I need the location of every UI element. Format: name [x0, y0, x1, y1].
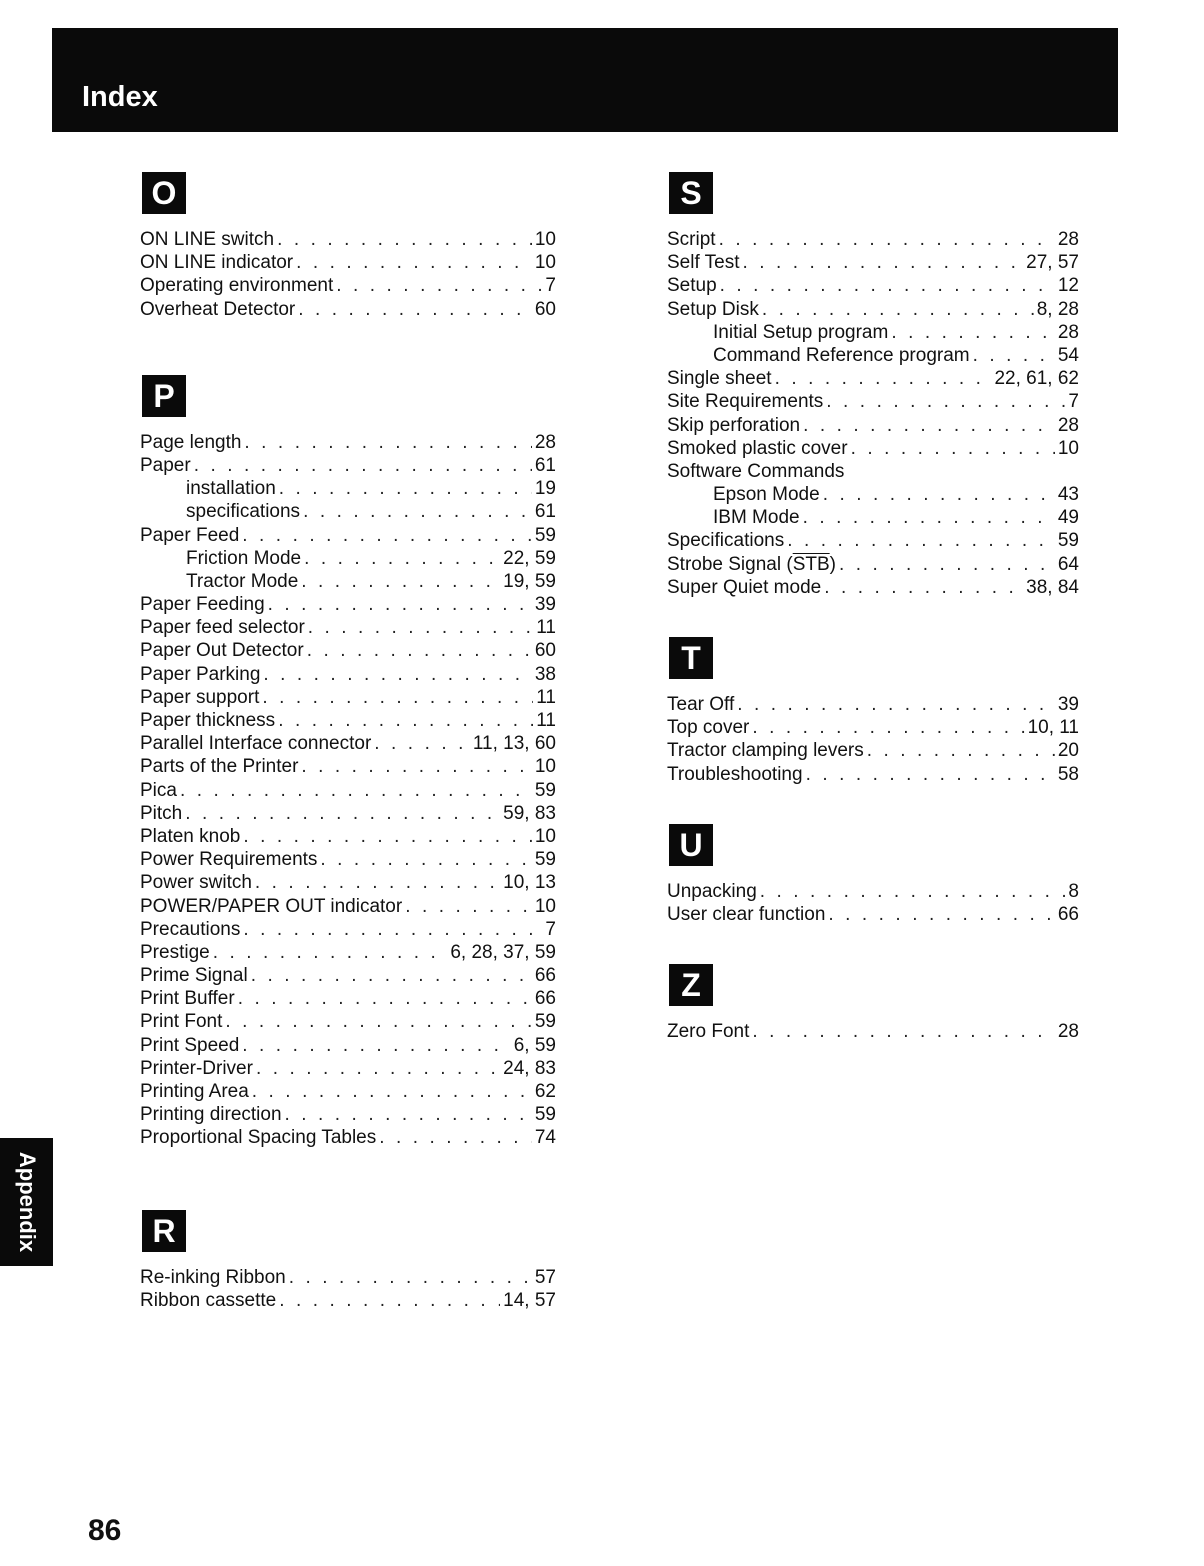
dot-leader: [308, 616, 534, 639]
dot-leader: [277, 228, 532, 251]
index-subentry: [140, 477, 556, 500]
dot-leader: [244, 431, 531, 454]
dot-leader: [775, 367, 992, 390]
dot-leader: [279, 477, 532, 500]
entry-term: Tractor Mode: [186, 570, 299, 592]
entry-page-refs: 59: [534, 1104, 556, 1126]
index-entry: [667, 903, 1079, 926]
entry-page-refs: 59, 83: [503, 802, 556, 824]
entry-page-refs: 38, 84: [1026, 576, 1079, 598]
entry-term: installation: [186, 478, 276, 500]
entry-term: User clear function: [667, 903, 826, 925]
appendix-tab[interactable]: [0, 1138, 53, 1266]
dot-leader: [851, 437, 1055, 460]
index-entry: [140, 686, 556, 709]
index-subentry: [140, 570, 556, 593]
index-entry: [140, 918, 556, 941]
entry-page-refs: 28: [1057, 229, 1079, 250]
dot-leader: [194, 454, 532, 477]
dot-leader: [828, 903, 1054, 926]
entry-term: ON LINE indicator: [140, 252, 294, 274]
entry-term: Super Quiet mode: [667, 576, 822, 598]
entry-term: [667, 553, 836, 576]
entry-term: ON LINE switch: [140, 229, 275, 250]
index-entry: [667, 390, 1079, 413]
entry-term: Print Font: [140, 1011, 223, 1033]
entry-term: Skip perforation: [667, 414, 801, 436]
index-entry: [140, 964, 556, 987]
entry-page-refs: 62: [534, 1081, 556, 1102]
entry-term: specifications: [186, 501, 301, 523]
header-bar: [52, 28, 1118, 132]
entry-term: Command Reference program: [713, 344, 970, 366]
appendix-tab-label: Appendix: [14, 1151, 40, 1253]
dot-leader: [405, 895, 532, 918]
index-entry: [667, 228, 1079, 251]
entry-term: IBM Mode: [713, 507, 800, 529]
entry-page-refs: 19, 59: [503, 570, 556, 592]
entry-term: Pitch: [140, 802, 183, 824]
index-entry: [140, 616, 556, 639]
index-entry: [140, 941, 556, 964]
dot-leader: [760, 880, 1066, 903]
dot-leader: [263, 663, 531, 686]
entry-term: Initial Setup program: [713, 321, 889, 343]
entry-page-refs: 39: [1057, 694, 1079, 715]
entry-term: Troubleshooting: [667, 763, 803, 785]
entry-term: Precautions: [140, 918, 241, 940]
entry-term: Printer-Driver: [140, 1057, 253, 1079]
index-entry: [140, 524, 556, 547]
dot-leader: [307, 639, 532, 662]
entry-page-refs: 6, 28, 37, 59: [450, 941, 556, 963]
entry-page-refs: 10: [534, 252, 556, 274]
entry-page-refs: 28: [1057, 1021, 1079, 1043]
entry-term: Site Requirements: [667, 391, 824, 413]
entry-page-refs: 59: [534, 849, 556, 871]
index-entry: [667, 576, 1079, 599]
entry-page-refs: 7: [545, 275, 556, 297]
index-entry-list: [667, 880, 1079, 926]
index-entry: [140, 228, 556, 251]
entry-page-refs: 64: [1057, 553, 1079, 575]
dot-leader: [737, 693, 1055, 716]
entry-term: Paper support: [140, 686, 260, 708]
entry-term: Setup Disk: [667, 298, 759, 320]
dot-leader: [242, 524, 532, 547]
index-entry: [140, 298, 556, 321]
index-entry: [667, 693, 1079, 716]
entry-term: Printing Area: [140, 1081, 249, 1102]
dot-leader: [867, 739, 1055, 762]
index-entry: [140, 431, 556, 454]
index-entry-list: [667, 693, 1079, 786]
index-entry: [667, 298, 1079, 321]
dot-leader: [285, 1103, 532, 1126]
entry-term: Prestige: [140, 941, 210, 963]
entry-page-refs: 57: [534, 1266, 556, 1288]
index-section-p: [140, 375, 556, 1150]
index-entry: [140, 1289, 556, 1312]
entry-term: Software Commands: [667, 460, 845, 482]
dot-leader: [296, 251, 532, 274]
entry-term: Print Buffer: [140, 988, 235, 1010]
index-entry: [667, 251, 1079, 274]
index-entry: [667, 460, 1079, 483]
index-subentry: [667, 483, 1079, 506]
dot-leader: [824, 576, 1023, 599]
entry-term: Paper Feed: [140, 524, 240, 546]
index-section-s: [667, 172, 1079, 599]
dot-leader: [320, 848, 531, 871]
index-entry: [140, 663, 556, 686]
index-subentry: [667, 506, 1079, 529]
entry-term: Paper Parking: [140, 663, 261, 685]
dot-leader: [973, 344, 1055, 367]
section-letter-badge: T: [669, 637, 713, 679]
index-section-o: [140, 172, 556, 321]
entry-page-refs: 10: [534, 756, 556, 778]
index-subentry: [140, 547, 556, 570]
entry-term: Power Requirements: [140, 849, 318, 871]
entry-page-refs: 54: [1057, 344, 1079, 366]
index-entry: [140, 251, 556, 274]
dot-leader: [719, 228, 1055, 251]
entry-term-signal: $\overline{STB}$: [792, 553, 830, 575]
entry-term: Smoked plastic cover: [667, 437, 848, 459]
index-entry: [140, 454, 556, 477]
dot-leader: [304, 547, 500, 570]
entry-term: Specifications: [667, 530, 785, 552]
index-entry-list: [667, 1020, 1079, 1043]
section-letter-badge: R: [142, 1210, 186, 1252]
entry-page-refs: 66: [534, 965, 556, 987]
entry-page-refs: 61: [534, 501, 556, 523]
entry-page-refs: 60: [534, 640, 556, 662]
entry-page-refs: 11: [536, 686, 556, 708]
entry-term: Prime Signal: [140, 965, 248, 987]
index-entry: [140, 593, 556, 616]
dot-leader: [243, 918, 542, 941]
index-section-u: [667, 824, 1079, 926]
entry-page-refs: 27, 57: [1026, 252, 1079, 274]
page-number: 86: [88, 1514, 122, 1547]
index-entry: [140, 1126, 556, 1149]
index-entry: [667, 1020, 1079, 1043]
section-letter-badge: U: [669, 824, 713, 866]
entry-page-refs: 8, 28: [1036, 298, 1079, 320]
dot-leader: [803, 506, 1055, 529]
dot-leader: [242, 1034, 510, 1057]
dot-leader: [806, 763, 1055, 786]
index-entry: [140, 755, 556, 778]
entry-term: Platen knob: [140, 825, 241, 847]
entry-page-refs: 66: [534, 988, 556, 1010]
dot-leader: [336, 274, 542, 297]
entry-page-refs: 59: [1057, 530, 1079, 552]
index-entry: [667, 880, 1079, 903]
index-entry: [140, 871, 556, 894]
entry-term: Overheat Detector: [140, 298, 296, 320]
index-entry: [140, 848, 556, 871]
dot-leader: [256, 1057, 500, 1080]
dot-leader: [803, 414, 1055, 437]
index-entry: [667, 437, 1079, 460]
entry-page-refs: 66: [1057, 903, 1079, 925]
entry-term: Pica: [140, 779, 177, 801]
index-entry: [140, 274, 556, 297]
dot-leader: [752, 1020, 1054, 1043]
entry-page-refs: 14, 57: [503, 1289, 556, 1311]
entry-term: Paper Feeding: [140, 594, 265, 616]
dot-leader: [251, 964, 532, 987]
entry-page-refs: 10, 13: [503, 872, 556, 894]
dot-leader: [374, 732, 470, 755]
entry-page-refs: 11: [536, 710, 556, 731]
entry-term: Page length: [140, 431, 242, 453]
dot-leader: [289, 1266, 532, 1289]
dot-leader: [787, 529, 1055, 552]
entry-page-refs: 59: [534, 779, 556, 801]
dot-leader: [752, 716, 1024, 739]
dot-leader: [185, 802, 500, 825]
index-entry: [140, 802, 556, 825]
entry-term: Paper thickness: [140, 710, 276, 731]
section-letter-badge: P: [142, 375, 186, 417]
index-entry: [140, 639, 556, 662]
index-entry: [140, 1266, 556, 1289]
index-entry: [667, 529, 1079, 552]
index-entry: [667, 274, 1079, 297]
entry-page-refs: 43: [1057, 484, 1079, 506]
dot-leader: [252, 1080, 532, 1103]
entry-term: Re-inking Ribbon: [140, 1266, 286, 1288]
index-section-r: [140, 1210, 556, 1312]
dot-leader: [720, 274, 1055, 297]
entry-term: Top cover: [667, 717, 750, 739]
entry-term: Self Test: [667, 252, 740, 274]
entry-page-refs: 59: [534, 1011, 556, 1033]
entry-term: Paper feed selector: [140, 617, 305, 639]
entry-term: Paper Out Detector: [140, 640, 304, 662]
dot-leader: [298, 298, 532, 321]
index-entry: [667, 739, 1079, 762]
dot-leader: [262, 686, 533, 709]
dot-leader: [278, 709, 533, 732]
entry-page-refs: 22, 59: [503, 547, 556, 569]
index-section-z: [667, 964, 1079, 1043]
dot-leader: [826, 390, 1065, 413]
entry-page-refs: 39: [534, 594, 556, 616]
entry-term: Ribbon cassette: [140, 1289, 277, 1311]
entry-page-refs: 10: [1057, 437, 1079, 459]
index-subentry: [140, 500, 556, 523]
entry-term: Epson Mode: [713, 484, 820, 506]
dot-leader: [268, 593, 532, 616]
entry-term: Friction Mode: [186, 547, 302, 569]
entry-page-refs: 19: [534, 478, 556, 500]
entry-page-refs: 20: [1057, 740, 1079, 762]
entry-term: Print Speed: [140, 1034, 240, 1056]
index-subentry: [667, 344, 1079, 367]
entry-page-refs: 24, 83: [503, 1057, 556, 1079]
dot-leader: [823, 483, 1055, 506]
index-entry: [667, 553, 1079, 576]
section-letter-badge: O: [142, 172, 186, 214]
entry-page-refs: 58: [1057, 763, 1079, 785]
index-entry-list: [140, 431, 556, 1150]
dot-leader: [180, 779, 532, 802]
dot-leader: [255, 871, 500, 894]
entry-page-refs: 22, 61, 62: [994, 368, 1079, 390]
index-entry: [140, 1057, 556, 1080]
entry-term: Paper: [140, 454, 191, 476]
entry-page-refs: 7: [1068, 391, 1079, 413]
index-entry: [140, 1010, 556, 1033]
index-column-left: [140, 172, 556, 1366]
index-entry: [140, 1103, 556, 1126]
entry-term: Zero Font: [667, 1021, 750, 1043]
dot-leader: [279, 1289, 500, 1312]
entry-page-refs: 10, 11: [1027, 717, 1079, 739]
entry-page-refs: 12: [1057, 275, 1079, 297]
dot-leader: [743, 251, 1024, 274]
section-letter-badge: S: [669, 172, 713, 214]
entry-page-refs: 38: [534, 663, 556, 685]
entry-term: Parts of the Printer: [140, 756, 299, 778]
entry-term: Tractor clamping levers: [667, 740, 864, 762]
index-entry: [140, 709, 556, 732]
entry-term: Unpacking: [667, 880, 757, 902]
dot-leader: [762, 298, 1034, 321]
entry-page-refs: 8: [1068, 880, 1079, 902]
entry-page-refs: 28: [1057, 321, 1079, 343]
entry-term-suffix: ): [829, 553, 836, 575]
entry-term: POWER/PAPER OUT indicator: [140, 895, 403, 917]
entry-term-text: Strobe Signal (: [667, 553, 793, 575]
entry-page-refs: 7: [545, 918, 556, 940]
index-entry: [667, 716, 1079, 739]
entry-term: Proportional Spacing Tables: [140, 1127, 377, 1149]
entry-term: Printing direction: [140, 1104, 282, 1126]
dot-leader: [225, 1010, 531, 1033]
index-column-right: [667, 172, 1079, 1097]
dot-leader: [213, 941, 448, 964]
dot-leader: [839, 553, 1055, 576]
section-letter-badge: Z: [669, 964, 713, 1006]
entry-page-refs: 74: [534, 1127, 556, 1149]
dot-leader: [303, 500, 532, 523]
index-entry: [140, 732, 556, 755]
index-entry: [140, 895, 556, 918]
entry-term: Single sheet: [667, 368, 772, 390]
dot-leader: [891, 321, 1055, 344]
entry-term: Power switch: [140, 872, 252, 894]
entry-term: Setup: [667, 275, 717, 297]
entry-page-refs: 28: [534, 431, 556, 453]
dot-leader: [301, 570, 500, 593]
entry-page-refs: 49: [1057, 507, 1079, 529]
entry-page-refs: 61: [534, 454, 556, 476]
entry-page-refs: 10: [534, 229, 556, 250]
entry-page-refs: 10: [534, 895, 556, 917]
dot-leader: [238, 987, 532, 1010]
index-entry-list: [667, 228, 1079, 599]
entry-page-refs: 6, 59: [513, 1034, 556, 1056]
dot-leader: [379, 1126, 532, 1149]
index-entry: [667, 763, 1079, 786]
index-entry: [140, 825, 556, 848]
dot-leader: [243, 825, 532, 848]
entry-page-refs: 59: [534, 524, 556, 546]
index-entry: [140, 1080, 556, 1103]
page-title: Index: [82, 81, 158, 113]
index-entry: [140, 779, 556, 802]
entry-term: Tear Off: [667, 694, 735, 715]
index-subentry: [667, 321, 1079, 344]
index-entry: [667, 414, 1079, 437]
entry-term: Script: [667, 229, 716, 250]
index-entry: [140, 1034, 556, 1057]
entry-page-refs: 10: [534, 825, 556, 847]
index-section-t: [667, 637, 1079, 786]
entry-page-refs: 60: [534, 298, 556, 320]
entry-page-refs: 28: [1057, 414, 1079, 436]
index-entry: [667, 367, 1079, 390]
dot-leader: [301, 755, 531, 778]
entry-page-refs: 11: [536, 617, 556, 639]
index-entry-list: [140, 1266, 556, 1312]
index-entry-list: [140, 228, 556, 321]
entry-page-refs: 11, 13, 60: [472, 733, 556, 755]
entry-term: Operating environment: [140, 275, 334, 297]
index-entry: [140, 987, 556, 1010]
entry-term: Parallel Interface connector: [140, 733, 372, 755]
